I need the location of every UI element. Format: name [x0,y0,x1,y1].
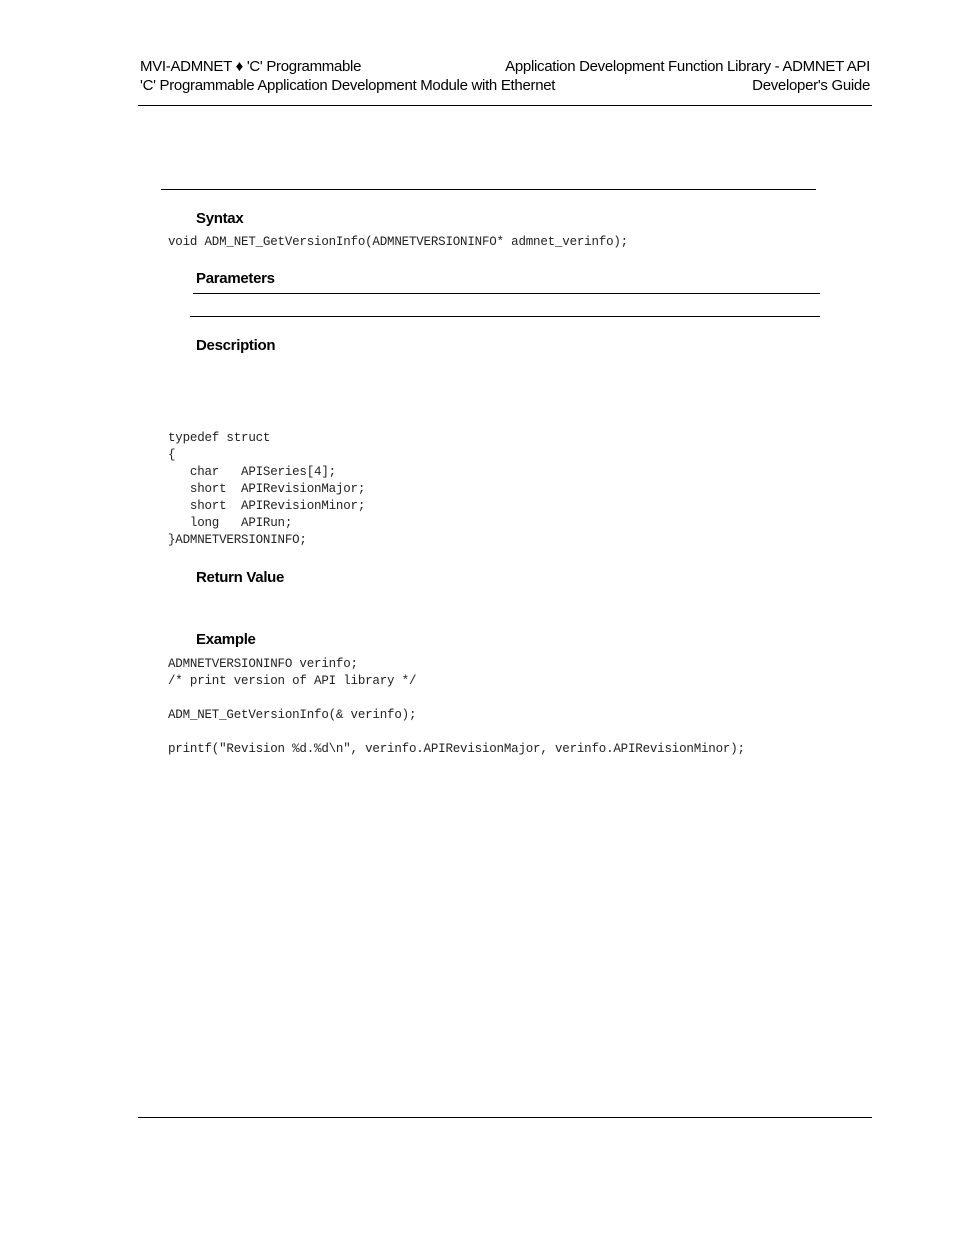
function-title-divider [161,189,816,190]
page-header-right [505,57,870,95]
parameters-table-bottom-rule [190,316,820,317]
header-module-description: 'C' Programmable Application Development Module with Ethernet [140,77,556,94]
description-heading: Description [196,337,276,354]
example-code: ADMNETVERSIONINFO verinfo; /* print version of API library */ ADM_NET_GetVersionInfo(& verinfo); printf("Revision %d.%d\n", verinfo.APIRevisionMajor, verinfo.APIRevisionMinor); [168,657,745,756]
footer-divider [138,1117,872,1118]
header-chapter: Application Development Function Library - ADMNET API [505,58,870,75]
header-guide-title: Developer's Guide [752,77,870,94]
header-product: MVI-ADMNET ♦ 'C' Programmable [140,58,362,75]
syntax-code: void ADM_NET_GetVersionInfo(ADMNETVERSIONINFO* admnet_verinfo); [168,235,628,249]
parameters-table-top-rule [193,293,820,294]
header-divider [138,105,872,106]
example-heading: Example [196,631,256,648]
parameters-heading: Parameters [196,270,275,287]
syntax-heading: Syntax [196,210,244,227]
return-value-heading: Return Value [196,569,285,586]
page-header-left [140,57,555,95]
struct-definition-code: typedef struct { char APISeries[4]; short APIRevisionMajor; short APIRevisionMinor; long APIRun; }ADMNETVERSIONINFO; [168,431,366,547]
